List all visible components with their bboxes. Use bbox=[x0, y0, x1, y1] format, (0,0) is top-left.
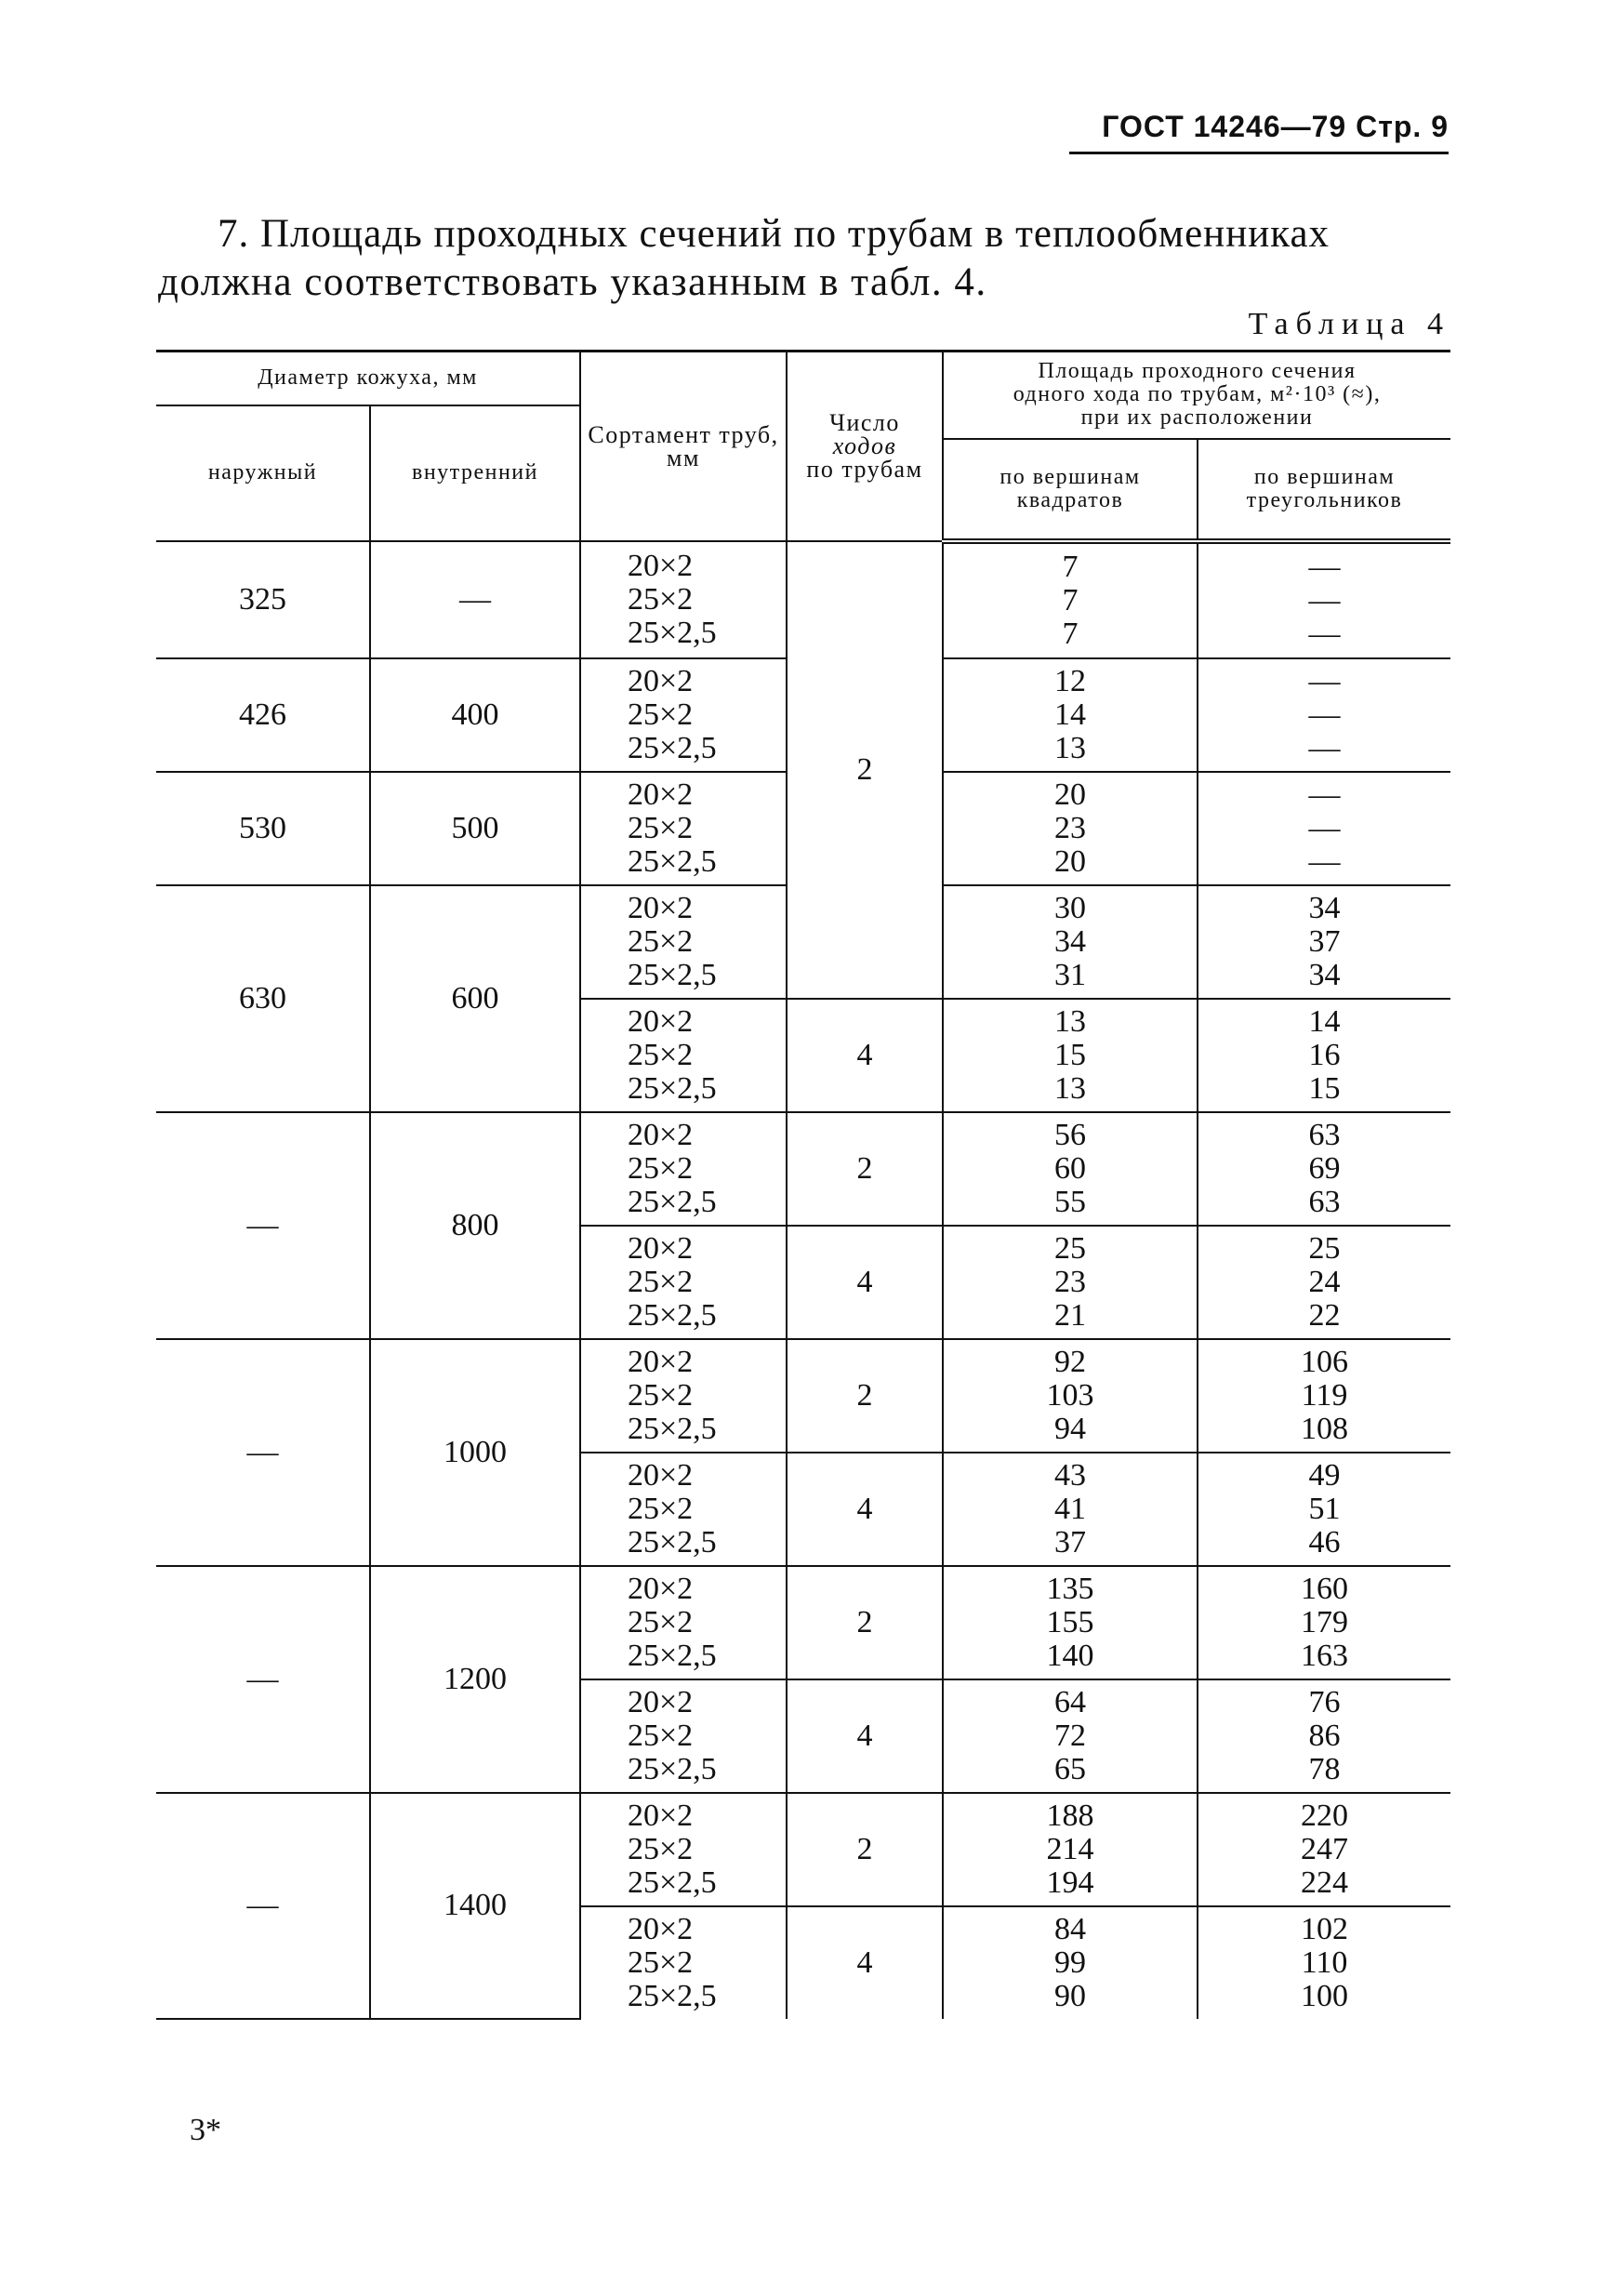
cell-area-triangle bbox=[1198, 1339, 1450, 1453]
cell-area-triangle bbox=[1198, 1566, 1450, 1679]
cell-area-square bbox=[943, 1453, 1198, 1566]
area-square-line: 12 bbox=[1054, 663, 1086, 698]
paragraph-line-1: 7. Площадь проходных сечений по трубам в теплообменниках bbox=[218, 212, 1330, 256]
header-area bbox=[943, 352, 1450, 439]
cell-area-square bbox=[943, 541, 1198, 658]
area-triangle-line: 108 bbox=[1301, 1411, 1348, 1446]
area-square-line: 20 bbox=[1054, 843, 1086, 879]
area-triangle-line: 100 bbox=[1301, 1978, 1348, 2013]
table-row bbox=[156, 1112, 1450, 1226]
cell-area-square bbox=[943, 1339, 1198, 1453]
cell-sortament bbox=[580, 1339, 787, 1453]
header-inner: внутренний bbox=[370, 405, 580, 541]
sortament-line: 20×2 bbox=[628, 1457, 694, 1493]
sortament-line: 20×2 bbox=[628, 1117, 694, 1152]
area-square-line: 13 bbox=[1054, 1003, 1086, 1039]
sortament-line: 20×2 bbox=[628, 890, 694, 925]
cell-area-square bbox=[943, 885, 1198, 999]
sortament-line: 20×2 bbox=[628, 1911, 694, 1946]
sortament-line: 25×2 bbox=[628, 1037, 694, 1072]
area-triangle-line: 106 bbox=[1301, 1344, 1348, 1379]
area-square-line: 214 bbox=[1046, 1831, 1094, 1866]
cell-passes: 2 bbox=[787, 1566, 943, 1679]
cell-area-square bbox=[943, 1566, 1198, 1679]
area-square-line: 64 bbox=[1054, 1684, 1086, 1719]
cell-outer-diameter: — bbox=[156, 1339, 370, 1566]
sortament-line: 20×2 bbox=[628, 1230, 694, 1266]
table-row bbox=[156, 541, 1450, 658]
cell-area-square bbox=[943, 999, 1198, 1112]
cell-area-triangle bbox=[1198, 1906, 1450, 2019]
sortament-line: 25×2,5 bbox=[628, 1411, 717, 1446]
sortament-line: 25×2,5 bbox=[628, 730, 717, 765]
area-square-line: 7 bbox=[1062, 582, 1079, 617]
cell-area-square bbox=[943, 772, 1198, 885]
area-triangle-line: 15 bbox=[1308, 1070, 1341, 1106]
area-triangle-line: 46 bbox=[1308, 1524, 1341, 1559]
header-area-line-2: одного хода по трубам, м²·10³ (≈), bbox=[1013, 382, 1382, 407]
header-passes bbox=[787, 352, 943, 541]
sortament-line: 25×2 bbox=[628, 810, 694, 845]
area-square-line: 21 bbox=[1054, 1297, 1086, 1333]
table-row bbox=[156, 1566, 1450, 1679]
cell-area-triangle bbox=[1198, 1112, 1450, 1226]
header-square bbox=[943, 439, 1198, 541]
sortament-line: 25×2,5 bbox=[628, 1184, 717, 1219]
area-square-line: 56 bbox=[1054, 1117, 1086, 1152]
area-triangle-line: 163 bbox=[1301, 1638, 1348, 1673]
paragraph-7 bbox=[158, 210, 1449, 307]
sortament-line: 25×2,5 bbox=[628, 615, 717, 650]
sortament-line: 25×2,5 bbox=[628, 1751, 717, 1786]
cell-sortament bbox=[580, 1112, 787, 1226]
header-triangle-line-1: по вершинам bbox=[1253, 464, 1396, 489]
area-triangle-line: 24 bbox=[1308, 1264, 1341, 1299]
cell-passes: 2 bbox=[787, 541, 943, 999]
area-square-line: 188 bbox=[1046, 1798, 1094, 1833]
area-triangle-line: — bbox=[1308, 843, 1341, 879]
cell-inner-diameter: 1400 bbox=[370, 1793, 580, 2019]
paragraph-line-2: должна соответствовать указанным в табл. 4. bbox=[158, 260, 987, 304]
area-square-line: 30 bbox=[1054, 890, 1086, 925]
sortament-line: 25×2 bbox=[628, 1150, 694, 1186]
area-square-line: 140 bbox=[1046, 1638, 1094, 1673]
table-4 bbox=[156, 350, 1450, 2020]
cell-area-triangle bbox=[1198, 999, 1450, 1112]
area-square-line: 155 bbox=[1046, 1604, 1094, 1639]
area-triangle-line: — bbox=[1308, 697, 1341, 732]
area-square-line: 13 bbox=[1054, 1070, 1086, 1106]
cell-passes: 4 bbox=[787, 1453, 943, 1566]
area-square-line: 99 bbox=[1054, 1944, 1086, 1980]
sortament-line: 25×2,5 bbox=[628, 1978, 717, 2013]
cell-sortament bbox=[580, 1679, 787, 1793]
area-triangle-line: 14 bbox=[1308, 1003, 1341, 1039]
area-triangle-line: 247 bbox=[1301, 1831, 1348, 1866]
area-triangle-line: 37 bbox=[1308, 923, 1341, 959]
sortament-line: 25×2,5 bbox=[628, 1070, 717, 1106]
area-triangle-line: — bbox=[1308, 810, 1341, 845]
area-triangle-line: 78 bbox=[1308, 1751, 1341, 1786]
area-square-line: 7 bbox=[1062, 616, 1079, 651]
area-triangle-line: — bbox=[1308, 549, 1341, 584]
header-area-line-3: при их расположении bbox=[1080, 405, 1314, 431]
header-passes-line-3: по трубам bbox=[806, 456, 923, 484]
table-row bbox=[156, 1793, 1450, 1906]
cell-outer-diameter: 426 bbox=[156, 658, 370, 772]
sortament-line: 20×2 bbox=[628, 1344, 694, 1379]
header-passes-line-2: ходов bbox=[832, 432, 897, 460]
area-square-line: 103 bbox=[1046, 1377, 1094, 1413]
area-triangle-line: — bbox=[1308, 663, 1341, 698]
area-triangle-line: 76 bbox=[1308, 1684, 1341, 1719]
header-area-line-1: Площадь проходного сечения bbox=[1038, 359, 1357, 384]
cell-area-square bbox=[943, 1679, 1198, 1793]
area-triangle-line: — bbox=[1308, 582, 1341, 617]
area-square-line: 37 bbox=[1054, 1524, 1086, 1559]
cell-area-square bbox=[943, 1112, 1198, 1226]
header-square-line-1: по вершинам bbox=[999, 464, 1141, 489]
cell-passes: 2 bbox=[787, 1793, 943, 1906]
header-diameter: Диаметр кожуха, мм bbox=[156, 352, 580, 405]
header-sortament: Сортамент труб, мм bbox=[580, 352, 787, 541]
page-mark: 3* bbox=[190, 2113, 221, 2147]
table-caption: Таблица 4 bbox=[1248, 307, 1450, 341]
area-square-line: 13 bbox=[1054, 730, 1086, 765]
area-triangle-line: — bbox=[1308, 616, 1341, 651]
cell-sortament bbox=[580, 541, 787, 658]
area-triangle-line: — bbox=[1308, 776, 1341, 812]
cell-outer-diameter: 530 bbox=[156, 772, 370, 885]
area-triangle-line: 179 bbox=[1301, 1604, 1348, 1639]
area-square-line: 23 bbox=[1054, 1264, 1086, 1299]
sortament-line: 25×2 bbox=[628, 697, 694, 732]
area-square-line: 14 bbox=[1054, 697, 1086, 732]
area-triangle-line: — bbox=[1308, 730, 1341, 765]
cell-sortament bbox=[580, 1226, 787, 1339]
sortament-line: 25×2 bbox=[628, 581, 694, 617]
area-triangle-line: 51 bbox=[1308, 1491, 1341, 1526]
header-outer: наружный bbox=[156, 405, 370, 541]
cell-sortament bbox=[580, 885, 787, 999]
area-square-line: 194 bbox=[1046, 1865, 1094, 1900]
cell-passes: 4 bbox=[787, 1679, 943, 1793]
cell-passes: 2 bbox=[787, 1339, 943, 1453]
area-triangle-line: 34 bbox=[1308, 890, 1341, 925]
cell-area-square bbox=[943, 1906, 1198, 2019]
area-triangle-line: 110 bbox=[1301, 1944, 1348, 1980]
cell-outer-diameter: 630 bbox=[156, 885, 370, 1112]
cell-area-square bbox=[943, 1226, 1198, 1339]
sortament-line: 25×2,5 bbox=[628, 957, 717, 992]
sortament-line: 25×2 bbox=[628, 1944, 694, 1980]
page-header: ГОСТ 14246—79 Стр. 9 bbox=[1069, 110, 1449, 154]
area-square-line: 43 bbox=[1054, 1457, 1086, 1493]
area-square-line: 23 bbox=[1054, 810, 1086, 845]
cell-passes: 4 bbox=[787, 1906, 943, 2019]
area-square-line: 41 bbox=[1054, 1491, 1086, 1526]
sortament-line: 25×2,5 bbox=[628, 843, 717, 879]
area-triangle-line: 25 bbox=[1308, 1230, 1341, 1266]
cell-sortament bbox=[580, 658, 787, 772]
area-square-line: 90 bbox=[1054, 1978, 1086, 2013]
area-square-line: 135 bbox=[1046, 1571, 1094, 1606]
area-square-line: 7 bbox=[1062, 549, 1079, 584]
area-square-line: 31 bbox=[1054, 957, 1086, 992]
header-triangle bbox=[1198, 439, 1450, 541]
area-square-line: 84 bbox=[1054, 1911, 1086, 1946]
cell-outer-diameter: 325 bbox=[156, 541, 370, 658]
area-square-line: 92 bbox=[1054, 1344, 1086, 1379]
sortament-line: 25×2,5 bbox=[628, 1524, 717, 1559]
area-triangle-line: 63 bbox=[1308, 1184, 1341, 1219]
cell-area-triangle bbox=[1198, 658, 1450, 772]
area-square-line: 15 bbox=[1054, 1037, 1086, 1072]
cell-sortament bbox=[580, 1566, 787, 1679]
sortament-line: 25×2,5 bbox=[628, 1865, 717, 1900]
area-triangle-line: 63 bbox=[1308, 1117, 1341, 1152]
cell-area-triangle bbox=[1198, 885, 1450, 999]
cell-sortament bbox=[580, 1906, 787, 2019]
table-row bbox=[156, 1339, 1450, 1453]
area-triangle-line: 220 bbox=[1301, 1798, 1348, 1833]
area-square-line: 65 bbox=[1054, 1751, 1086, 1786]
area-triangle-line: 86 bbox=[1308, 1718, 1341, 1753]
cell-area-square bbox=[943, 658, 1198, 772]
sortament-line: 25×2 bbox=[628, 1831, 694, 1866]
sortament-line: 25×2 bbox=[628, 1718, 694, 1753]
cell-inner-diameter: 800 bbox=[370, 1112, 580, 1339]
cell-area-triangle bbox=[1198, 772, 1450, 885]
table-body bbox=[156, 541, 1450, 2019]
cell-passes: 4 bbox=[787, 1226, 943, 1339]
sortament-line: 20×2 bbox=[628, 663, 694, 698]
sortament-line: 20×2 bbox=[628, 1003, 694, 1039]
sortament-line: 20×2 bbox=[628, 1684, 694, 1719]
area-square-line: 55 bbox=[1054, 1184, 1086, 1219]
area-triangle-line: 224 bbox=[1301, 1865, 1348, 1900]
area-triangle-line: 34 bbox=[1308, 957, 1341, 992]
sortament-line: 20×2 bbox=[628, 548, 694, 583]
cell-passes: 4 bbox=[787, 999, 943, 1112]
cell-outer-diameter: — bbox=[156, 1566, 370, 1793]
cell-outer-diameter: — bbox=[156, 1793, 370, 2019]
sortament-line: 20×2 bbox=[628, 1798, 694, 1833]
area-triangle-line: 49 bbox=[1308, 1457, 1341, 1493]
cell-sortament bbox=[580, 772, 787, 885]
area-square-line: 72 bbox=[1054, 1718, 1086, 1753]
area-triangle-line: 119 bbox=[1301, 1377, 1348, 1413]
header-triangle-line-2: треугольников bbox=[1246, 487, 1403, 512]
area-triangle-line: 69 bbox=[1308, 1150, 1341, 1186]
cell-inner-diameter: 600 bbox=[370, 885, 580, 1112]
cell-sortament bbox=[580, 999, 787, 1112]
sortament-line: 20×2 bbox=[628, 1571, 694, 1606]
cell-area-triangle bbox=[1198, 1226, 1450, 1339]
cell-area-triangle bbox=[1198, 1453, 1450, 1566]
area-square-line: 25 bbox=[1054, 1230, 1086, 1266]
sortament-line: 25×2,5 bbox=[628, 1638, 717, 1673]
cell-area-triangle bbox=[1198, 541, 1450, 658]
cell-inner-diameter: 400 bbox=[370, 658, 580, 772]
sortament-line: 25×2 bbox=[628, 1264, 694, 1299]
sortament-line: 25×2,5 bbox=[628, 1297, 717, 1333]
cell-area-square bbox=[943, 1793, 1198, 1906]
cell-inner-diameter: 1200 bbox=[370, 1566, 580, 1793]
area-square-line: 60 bbox=[1054, 1150, 1086, 1186]
cell-area-triangle bbox=[1198, 1679, 1450, 1793]
sortament-line: 25×2 bbox=[628, 1604, 694, 1639]
area-triangle-line: 160 bbox=[1301, 1571, 1348, 1606]
cell-outer-diameter: — bbox=[156, 1112, 370, 1339]
sortament-line: 25×2 bbox=[628, 1491, 694, 1526]
sortament-line: 20×2 bbox=[628, 776, 694, 812]
header-square-line-2: квадратов bbox=[1016, 487, 1124, 512]
cell-sortament bbox=[580, 1453, 787, 1566]
area-triangle-line: 16 bbox=[1308, 1037, 1341, 1072]
cell-inner-diameter: 500 bbox=[370, 772, 580, 885]
area-triangle-line: 102 bbox=[1301, 1911, 1348, 1946]
cell-passes: 2 bbox=[787, 1112, 943, 1226]
area-triangle-line: 22 bbox=[1308, 1297, 1341, 1333]
area-square-line: 20 bbox=[1054, 776, 1086, 812]
sortament-line: 25×2 bbox=[628, 1377, 694, 1413]
sortament-line: 25×2 bbox=[628, 923, 694, 959]
cell-area-triangle bbox=[1198, 1793, 1450, 1906]
cell-inner-diameter: 1000 bbox=[370, 1339, 580, 1566]
header-passes-line-1: Число bbox=[829, 409, 900, 437]
cell-inner-diameter: — bbox=[370, 541, 580, 658]
cell-sortament bbox=[580, 1793, 787, 1906]
area-square-line: 34 bbox=[1054, 923, 1086, 959]
area-square-line: 94 bbox=[1054, 1411, 1086, 1446]
